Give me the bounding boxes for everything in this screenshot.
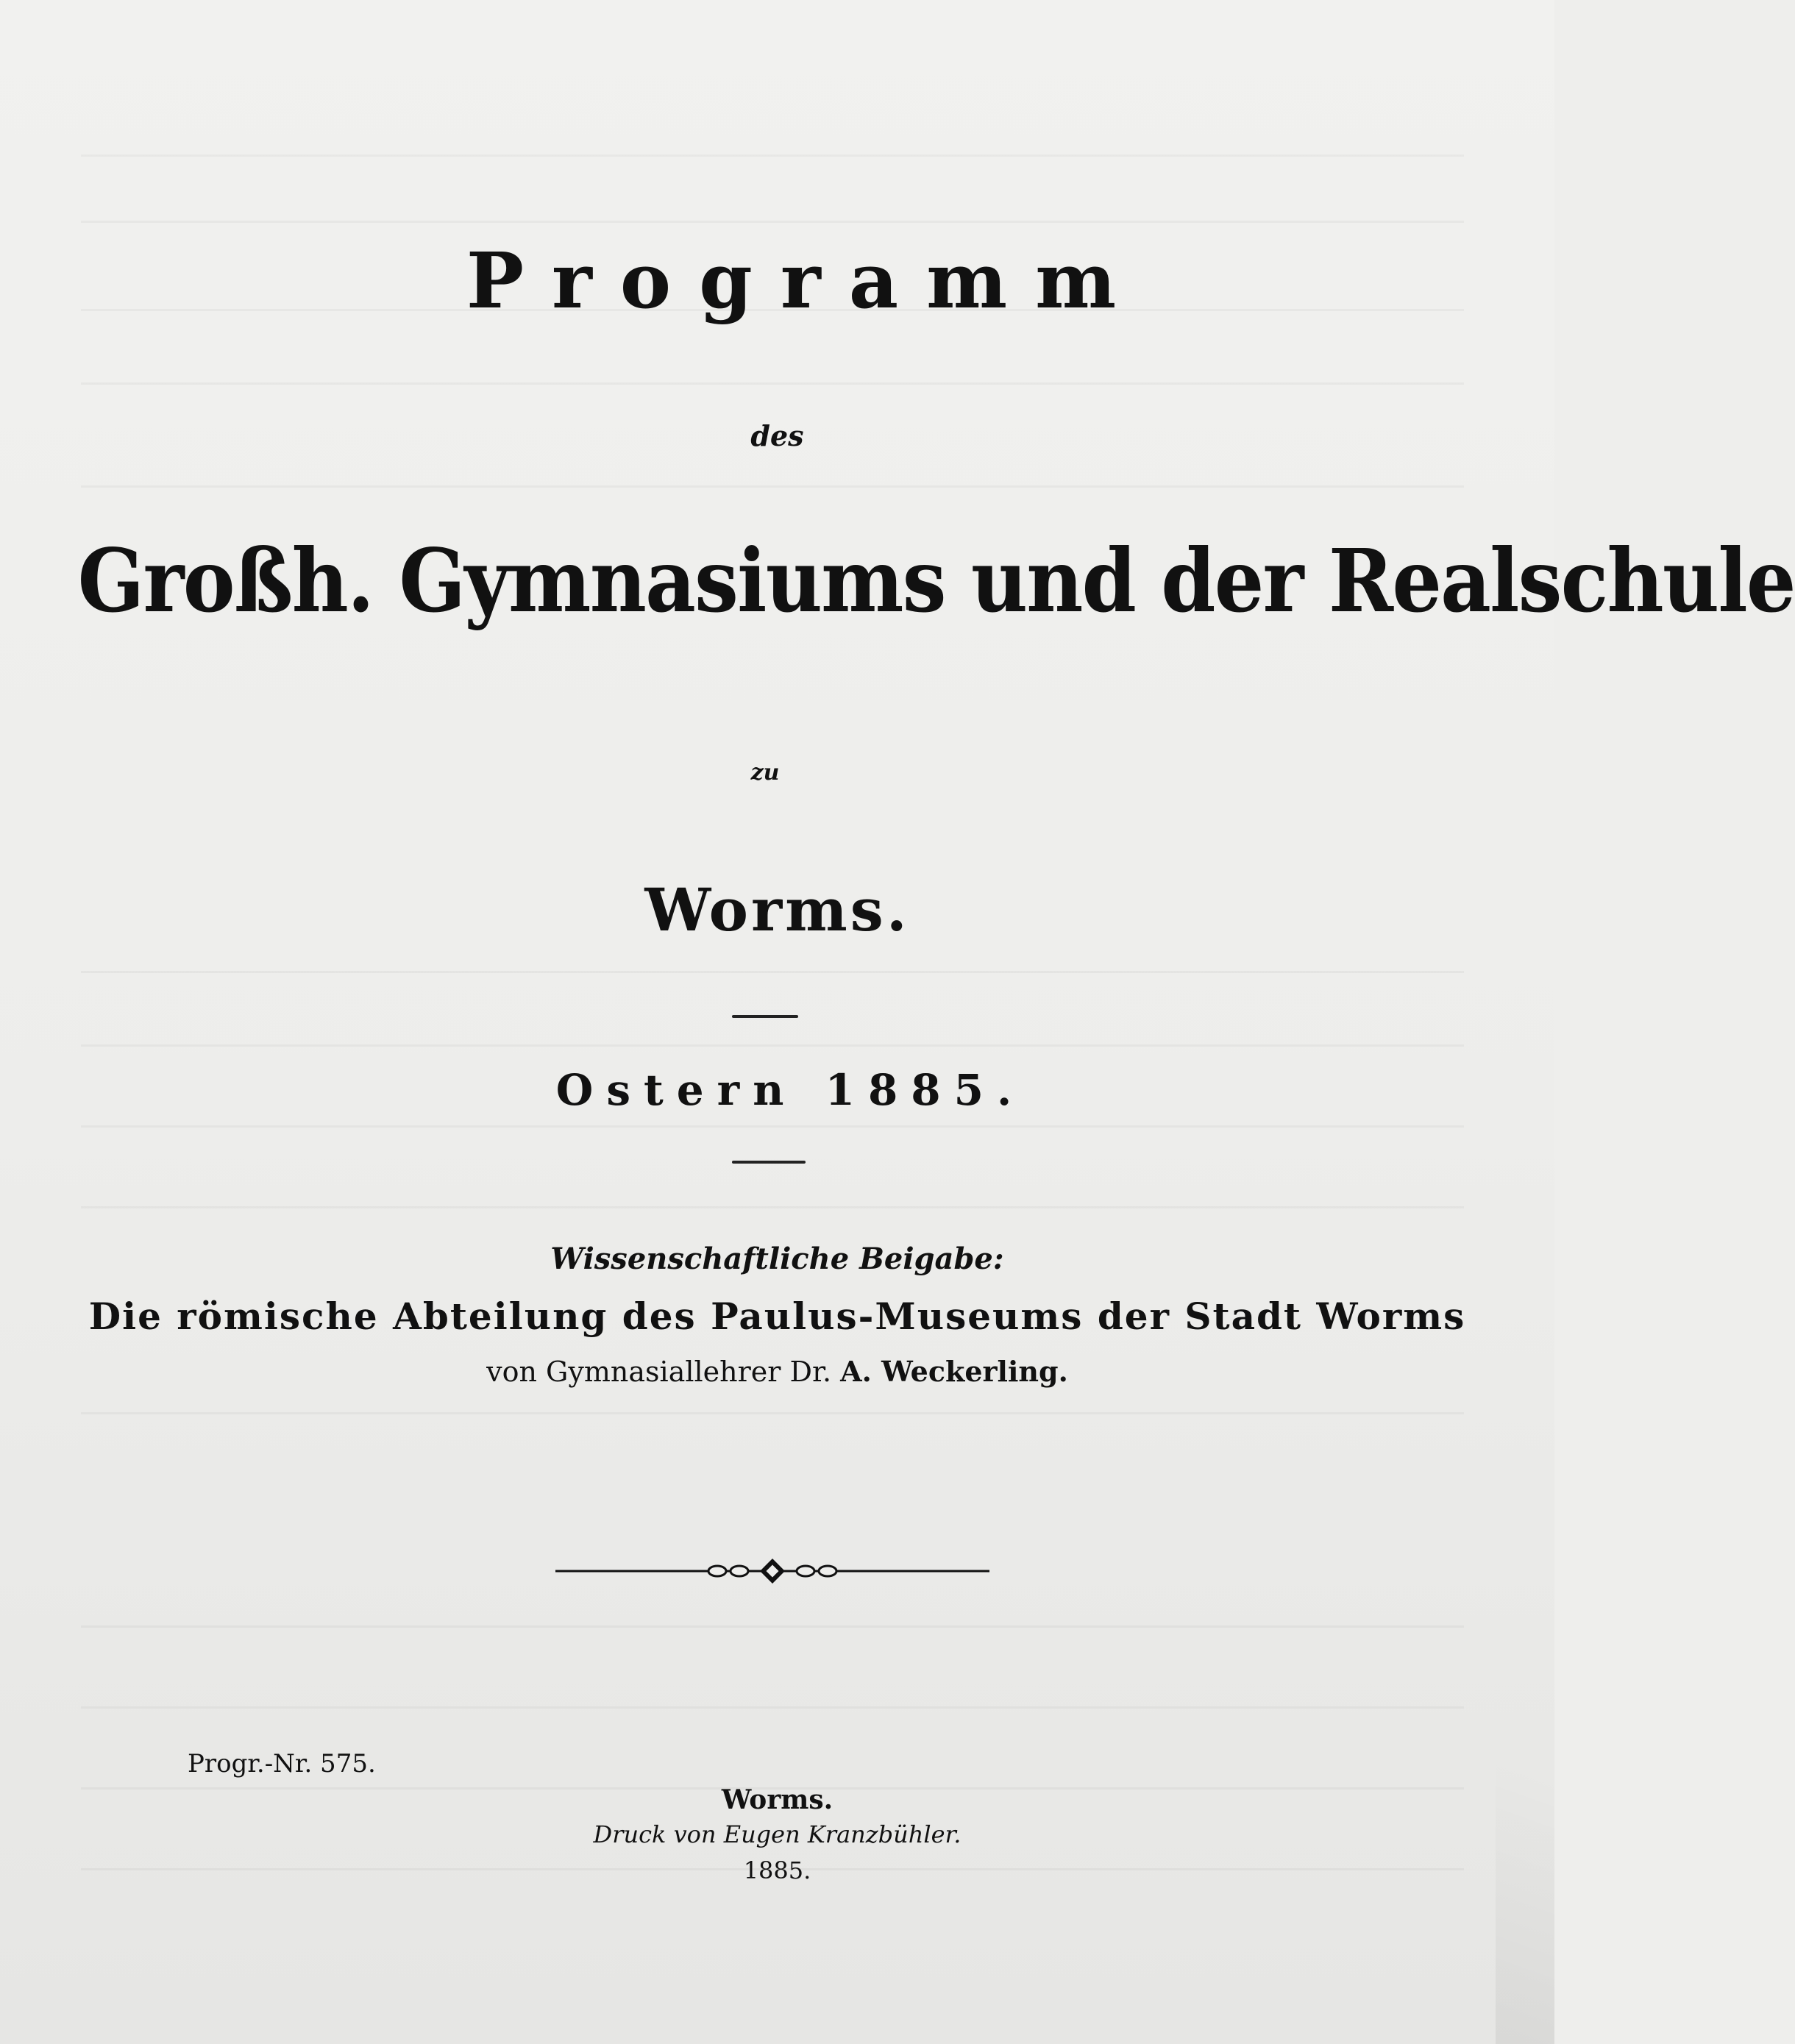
program-number: Progr.-Nr. 575. xyxy=(188,1749,376,1778)
divider-squiggle xyxy=(732,1015,798,1018)
bleed-through-line xyxy=(81,154,1464,157)
school-name: Großh. Gymnasiums und der Realschule xyxy=(77,530,1795,632)
author-name: A. Weckerling. xyxy=(840,1355,1068,1388)
divider-squiggle xyxy=(732,1161,806,1164)
bleed-through-line xyxy=(81,1206,1464,1208)
page-curl-shadow xyxy=(1496,1581,1554,2044)
bleed-through-line xyxy=(81,1706,1464,1709)
bleed-through-line xyxy=(81,1044,1464,1047)
printer-line: Druck von Eugen Kranzbühler. xyxy=(593,1820,962,1848)
author-prefix: von Gymnasiallehrer Dr. xyxy=(486,1356,832,1388)
author-line xyxy=(0,1355,1554,1388)
connector-zu: zu xyxy=(750,760,780,786)
bleed-through-line xyxy=(81,1125,1464,1128)
supplement-title: Die römische Abteilung des Paulus-Museums der Stadt Worms xyxy=(88,1295,1466,1338)
connector-des: des xyxy=(750,419,804,452)
bleed-through-line xyxy=(81,1412,1464,1414)
bleed-through-line xyxy=(81,971,1464,973)
bleed-through-line xyxy=(81,382,1464,385)
document-title: Programm xyxy=(466,235,1145,326)
bleed-through-line xyxy=(81,221,1464,223)
supplement-heading: Wissenschaftliche Beigabe: xyxy=(550,1242,1004,1276)
publication-year: 1885. xyxy=(743,1856,811,1884)
bleed-through-line xyxy=(81,485,1464,488)
publication-city: Worms. xyxy=(721,1784,833,1815)
ornamental-rule xyxy=(555,1556,989,1586)
date-heading: Ostern 1885. xyxy=(555,1065,1026,1115)
bleed-through-line xyxy=(81,1625,1464,1628)
city-heading: Worms. xyxy=(644,875,910,944)
